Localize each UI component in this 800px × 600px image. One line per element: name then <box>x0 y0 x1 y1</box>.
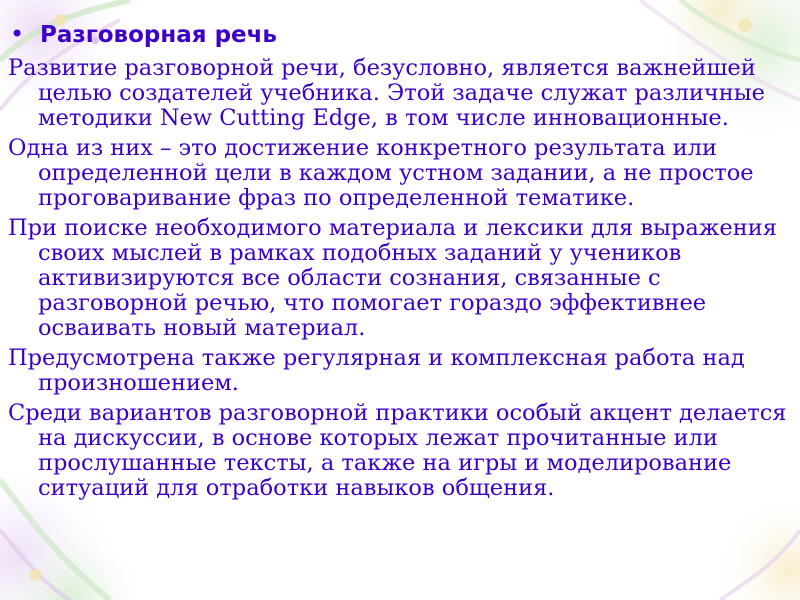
paragraph-3: При поиске необходимого материала и лексики для выражения своих мыслей в рамках подобных заданий у учеников активизируются все области сознания, связанные с разговорной речью, что помогает гораздо эффективнее осваивать новый материал. <box>8 215 777 341</box>
paragraph-4: Предусмотрена также регулярная и комплексная работа над произношением. <box>8 345 745 396</box>
bullet-icon: • <box>10 20 25 48</box>
paragraph-1: Развитие разговорной речи, безусловно, является важнейшей целью создателей учебника. Этой задаче служат различные методики New Cutting Edge, в том числе инновационные. <box>8 55 765 131</box>
paragraph-2: Одна из них – это достижение конкретного результата или определенной цели в каждом устном задании, а не простое проговаривание фраз по определенной тематике. <box>8 135 754 211</box>
paragraph-5: Среди вариантов разговорной практики особый акцент делается на дискуссии, в основе которых лежат прочитанные или прослушанные тексты, а также на игры и моделирование ситуаций для отработки навыков общения. <box>8 400 787 501</box>
slide-title: Разговорная речь <box>40 22 277 48</box>
slide-body <box>8 56 793 506</box>
slide-heading <box>10 20 277 49</box>
